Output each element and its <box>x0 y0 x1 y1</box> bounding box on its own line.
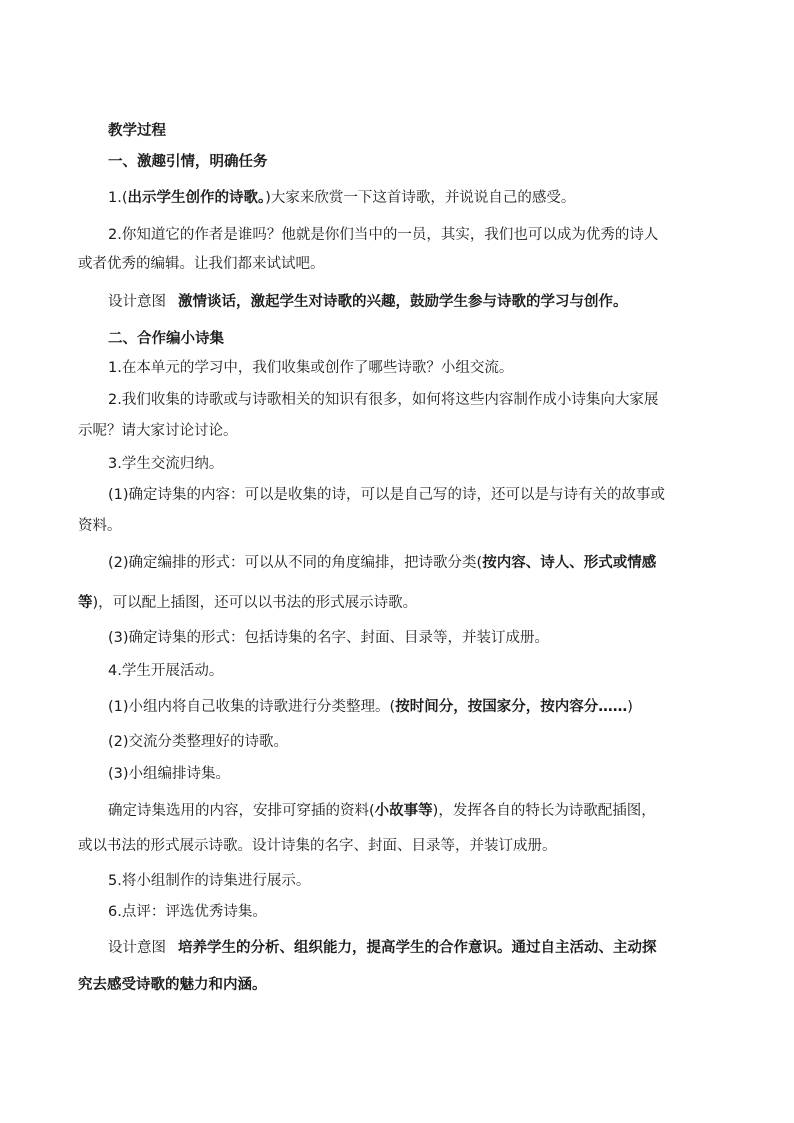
paragraph-2-4c: (3)小组编排诗集。 <box>108 766 231 782</box>
part1-heading: 一、激趣引情，明确任务 <box>108 154 268 170</box>
design-intent-text: 激情谈话，激起学生对诗歌的兴趣，鼓励学生参与诗歌的学习与创作。 <box>178 294 628 310</box>
paragraph-2-4a <box>108 697 708 717</box>
paragraph-2-3b-line2 <box>78 593 678 613</box>
text: )，发挥各自的特长为诗歌配插图， <box>432 803 656 819</box>
bold-text: 按内容、诗人、形式或情感 <box>482 555 657 571</box>
design-intent-label: 设计意图 <box>108 294 166 310</box>
paragraph-2-3c: (3)确定诗集的形式：包括诗集的名字、封面、目录等，并装订成册。 <box>108 630 550 646</box>
paragraph-1-2-line2: 或者优秀的编辑。让我们都来试试吧。 <box>78 256 325 272</box>
paragraph-2-4b: (2)交流分类整理好的诗歌。 <box>108 734 289 750</box>
design-intent-2-line2: 究去感受诗歌的魅力和内涵。 <box>78 977 267 993</box>
bold-text: 等 <box>78 595 93 611</box>
paragraph-2-3b-line1 <box>108 553 708 573</box>
text: (1)小组内将自己收集的诗歌进行分类整理。( <box>108 699 396 715</box>
paragraph-2-2-line1: 2.我们收集的诗歌或与诗歌相关的知识有很多，如何将这些内容制作成小诗集向大家展 <box>108 392 659 408</box>
text: 1.( <box>108 190 128 206</box>
paragraph-2-3a-line2: 资料。 <box>78 518 122 534</box>
paragraph-2-3a-line1: (1)确定诗集的内容：可以是收集的诗，可以是自己写的诗，还可以是与诗有关的故事或 <box>108 487 666 503</box>
paragraph-2-1: 1.在本单元的学习中，我们收集或创作了哪些诗歌？小组交流。 <box>108 360 514 376</box>
paragraph-2-6: 6.点评：评选优秀诗集。 <box>108 904 267 920</box>
paragraph-2-3: 3.学生交流归纳。 <box>108 456 224 472</box>
text: )，可以配上插图，还可以以书法的形式展示诗歌。 <box>92 595 418 611</box>
text: 确定诗集选用的内容，安排可穿插的资料( <box>108 803 375 819</box>
paragraph-2-4d-line1 <box>108 801 708 821</box>
paragraph-1-1 <box>108 188 708 208</box>
design-intent-2-line1 <box>108 938 708 958</box>
section-title: 教学过程 <box>108 123 166 139</box>
design-intent-label: 设计意图 <box>108 940 166 956</box>
text: (2)确定编排的形式：可以从不同的角度编排，把诗歌分类( <box>108 555 483 571</box>
text: )大家来欣赏一下这首诗歌，并说说自己的感受。 <box>265 190 576 206</box>
paragraph-2-4d-line2: 或以书法的形式展示诗歌。设计诗集的名字、封面、目录等，并装订成册。 <box>78 838 557 854</box>
bold-text: 出示学生创作的诗歌。 <box>127 190 266 206</box>
bold-text: 按时间分，按国家分，按内容分…… <box>395 699 628 715</box>
paragraph-2-2-line2: 示呢？请大家讨论讨论。 <box>78 423 238 439</box>
design-intent-text: 培养学生的分析、组织能力，提高学生的合作意识。通过自主活动、主动探 <box>178 940 657 956</box>
text: ) <box>627 699 633 715</box>
part2-heading: 二、合作编小诗集 <box>108 331 224 347</box>
paragraph-2-5: 5.将小组制作的诗集进行展示。 <box>108 873 311 889</box>
design-intent-1 <box>108 292 708 312</box>
paragraph-2-4: 4.学生开展活动。 <box>108 663 224 679</box>
bold-text: 小故事等 <box>374 803 433 819</box>
paragraph-1-2-line1: 2.你知道它的作者是谁吗？他就是你们当中的一员，其实，我们也可以成为优秀的诗人 <box>108 227 659 243</box>
